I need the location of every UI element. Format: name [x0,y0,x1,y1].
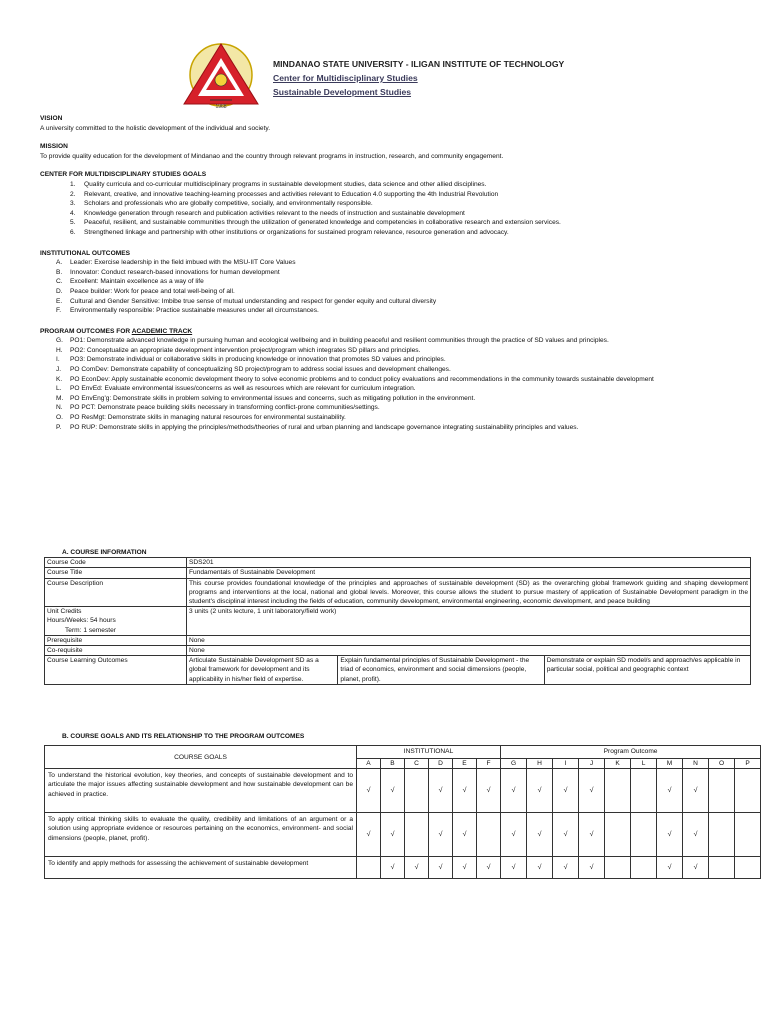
check-mark-icon: √ [667,831,672,839]
table-cell: Course Description [45,578,187,607]
list-item: G. PO1: Demonstrate advanced knowledge in pursuing human and ecological wellbeing and in building peaceful and resilient communities through the practice of SD values and principles. [56,337,609,345]
university-name: MINDANAO STATE UNIVERSITY - ILIGAN INSTITUTE OF TECHNOLOGY [273,59,565,69]
check-cell-p [735,813,761,857]
check-cell-f [477,813,501,857]
list-item: E. Cultural and Gender Sensitive: Imbibe true sense of mutual understanding and respect for gender equity and cultural diversity [56,297,437,305]
check-mark-icon: √ [693,787,698,795]
check-cell-l [631,769,657,813]
course-goal-text: To apply critical thinking skills to evaluate the quality, credibility and limitations of an argument or a solution using appropriate evidence or resources pertaining on the economics, environment- and social dimensions (people, planet, profit). [45,813,357,857]
check-cell-d [429,769,453,813]
center-goals-list [70,180,740,238]
table-row [45,635,751,645]
check-mark-icon: √ [537,864,542,872]
check-cell-o [709,857,735,879]
check-cell-b [381,813,405,857]
check-cell-p [735,857,761,879]
center-name[interactable]: Center for Multidisciplinary Studies [273,73,418,83]
check-mark-icon: √ [667,864,672,872]
list-item: N. PO PCT: Demonstrate peace building skills necessary in transforming conflict-prone communities/settings. [56,404,380,412]
list-item: 6. Strengthened linkage and partnership with other institutions or organizations for sustained program relevance, resource generation and advocacy. [70,228,509,236]
course-learning-outcomes [187,656,750,684]
check-cell-o [709,769,735,813]
table-row [45,857,761,879]
header-text [273,57,564,99]
check-mark-icon: √ [414,864,419,872]
column-letter-g: G [501,758,527,769]
vision-heading: VISION [40,115,63,122]
check-cell-h [527,857,553,879]
course-information-heading: A. COURSE INFORMATION [62,549,147,556]
list-item: O. PO ResMgt: Demonstrate skills in managing natural resources for environmental sustainability. [56,414,346,422]
check-mark-icon: √ [486,864,491,872]
table-cell: Course Learning Outcomes [45,656,187,685]
check-cell-d [429,813,453,857]
course-information-section [44,548,750,685]
column-letter-c: C [405,758,429,769]
list-item: L. PO EnvEd: Evaluate environmental issues/concerns as well as resources which are relevant for curriculum integration. [56,385,416,393]
institutional-outcomes-heading: INSTITUTIONAL OUTCOMES [40,249,130,257]
logo-year: 1968 [215,104,227,110]
check-mark-icon: √ [537,787,542,795]
mission-heading: MISSION [40,143,68,151]
mission-text: To provide quality education for the development of Mindanao and the country through relevant programs in instruction, research, and community engagement. [40,152,504,160]
check-mark-icon: √ [563,787,568,795]
course-goal-text: To understand the historical evolution, key theories, and concepts of sustainable development and to articulate the major issues affecting sustainable development and how sustainable development can be achieved in practice. [45,769,357,813]
check-cell-m [657,857,683,879]
check-cell-i [553,857,579,879]
column-letter-e: E [453,758,477,769]
check-cell-o [709,813,735,857]
table-cell: 3 units (2 units lecture, 1 unit laboratory/field work) [187,607,751,636]
list-item: P. PO RUP: Demonstrate skills in applying the principles/methods/theories of rural and urban planning and landscape governance integrating sustainability principles and values. [56,423,579,431]
course-goal-text: To identify and apply methods for assessing the achievement of sustainable development [45,857,357,879]
course-goals-table [44,745,761,879]
check-cell-n [683,813,709,857]
list-item: 1. Quality curricula and co-curricular multidisciplinary programs in sustainable development studies, data science and other allied disciplines. [70,180,487,188]
check-cell-g [501,769,527,813]
check-cell-j [579,769,605,813]
academic-track-link[interactable]: ACADEMIC TRACK [131,327,193,335]
table-cell: Fundamentals of Sustainable Development [187,568,751,578]
check-cell-l [631,813,657,857]
institutional-outcomes-list [56,258,740,316]
check-cell-d [429,857,453,879]
table-cell: Unit Credits Hours/Weeks: 54 hours Term: 1 semester [45,607,187,636]
center-goals-heading: CENTER FOR MULTIDISCIPLINARY STUDIES GOALS [40,171,207,179]
list-item: 5. Peaceful, resilient, and sustainable communities through the utilization of generated knowledge and competencies in collaborative research and extension services. [70,219,561,227]
clo-item: Articulate Sustainable Development SD as a global framework for development and its applicability in his/her field of expertise. [189,657,319,683]
check-mark-icon: √ [563,831,568,839]
table-cell [187,656,751,685]
check-mark-icon: √ [462,787,467,795]
table-cell: None [187,635,751,645]
column-letter-n: N [683,758,709,769]
check-cell-c [405,857,429,879]
column-letter-a: A [357,758,381,769]
check-cell-e [453,769,477,813]
check-cell-m [657,813,683,857]
check-cell-h [527,813,553,857]
check-mark-icon: √ [589,864,594,872]
check-mark-icon: √ [486,787,491,795]
table-cell: Co-requisite [45,646,187,656]
check-cell-j [579,813,605,857]
check-mark-icon: √ [462,831,467,839]
column-letter-i: I [553,758,579,769]
document-header [180,40,740,110]
list-item: 4. Knowledge generation through research and publication activities relevant to the needs of instruction and sustainable development [70,209,465,217]
check-cell-i [553,769,579,813]
check-mark-icon: √ [667,787,672,795]
check-mark-icon: √ [366,787,371,795]
column-letter-p: P [735,758,761,769]
list-item: D. Peace builder: Work for peace and total well-being of all. [56,287,235,295]
table-row [45,578,751,607]
check-cell-g [501,813,527,857]
check-cell-a [357,813,381,857]
list-item: H. PO2: Conceptualize an appropriate development intervention project/program which integrates SD pillars and principles. [56,346,421,354]
check-cell-f [477,769,501,813]
table-row [45,558,751,568]
column-letter-l: L [631,758,657,769]
list-item: 3. Scholars and professionals who are globally competitive, socially, and environmentally responsible. [70,200,373,208]
list-item: I. PO3: Demonstrate individual or collaborative skills in producing knowledge or innovation that promotes SD values and principles. [56,356,446,364]
check-mark-icon: √ [537,831,542,839]
check-cell-n [683,857,709,879]
check-mark-icon: √ [366,831,371,839]
check-mark-icon: √ [511,831,516,839]
table-row [45,568,751,578]
syllabus-body [40,111,740,432]
vision-text: A university committed to the holistic development of the individual and society. [40,124,271,132]
list-item: B. Innovator: Conduct research-based innovations for human development [56,268,280,276]
check-cell-h [527,769,553,813]
table-row [45,656,751,685]
check-cell-l [631,857,657,879]
clo-item: Demonstrate or explain SD model/s and approach/es applicable in particular social, political and geographic context [544,656,750,684]
msu-iit-seal-icon [180,40,262,110]
column-letter-k: K [605,758,631,769]
check-cell-b [381,857,405,879]
check-mark-icon: √ [693,864,698,872]
check-cell-m [657,769,683,813]
check-cell-n [683,769,709,813]
list-item: K. PO EconDev: Apply sustainable economic development theory to solve economic problems and to conduct policy evaluations and recommendations in the community towards sustainable development [56,375,654,383]
check-mark-icon: √ [462,864,467,872]
table-row [45,813,761,857]
course-goals-column-header: COURSE GOALS [45,746,357,769]
check-mark-icon: √ [438,864,443,872]
check-mark-icon: √ [438,831,443,839]
check-cell-i [553,813,579,857]
list-item: M. PO EnvEng'g: Demonstrate skills in problem solving to environmental issues and concerns, such as mitigating pollution in the environment. [56,394,476,402]
check-mark-icon: √ [390,864,395,872]
column-letter-m: M [657,758,683,769]
column-letter-h: H [527,758,553,769]
check-cell-p [735,769,761,813]
program-outcome-group-header: Program Outcome [501,746,761,758]
check-cell-g [501,857,527,879]
program-name[interactable]: Sustainable Development Studies [273,87,412,97]
column-letter-o: O [709,758,735,769]
table-cell: SDS201 [187,558,751,568]
course-goals-section [44,732,750,879]
list-item: F. Environmentally responsible: Practice sustainable measures under all circumstances. [56,307,319,315]
course-goals-heading: B. COURSE GOALS AND ITS RELATIONSHIP TO THE PROGRAM OUTCOMES [62,733,305,740]
check-mark-icon: √ [589,831,594,839]
list-item: C. Excellent: Maintain excellence as a way of life [56,278,204,286]
check-mark-icon: √ [511,787,516,795]
check-mark-icon: √ [390,787,395,795]
program-outcomes-list [56,336,740,432]
table-cell: None [187,646,751,656]
table-cell: This course provides foundational knowledge of the principles and approaches of sustainable development (SD) as the overarching global framework guiding and shaping development programs and interventions at the local, national and global levels. Moreover, this course allows the student to pursue mastery of application of Sustainable Development paradigm in the student's disciplinal interest including the fields of education, community development, environmental engineering, economic development, and peace building [187,578,751,607]
check-cell-b [381,769,405,813]
table-row [45,646,751,656]
check-cell-f [477,857,501,879]
list-item: 2. Relevant, creative, and innovative teaching-learning processes and activities relevant to Education 4.0 supporting the 4th Industrial Revolution [70,190,499,198]
column-letter-f: F [477,758,501,769]
check-cell-c [405,769,429,813]
check-cell-c [405,813,429,857]
institutional-group-header: INSTITUTIONAL [357,746,501,758]
check-cell-j [579,857,605,879]
check-cell-k [605,769,631,813]
column-letter-j: J [579,758,605,769]
list-item: J. PO ComDev: Demonstrate capability of conceptualizing SD project/program to address social issues and development challenges. [56,366,451,374]
column-letter-b: B [381,758,405,769]
check-mark-icon: √ [693,831,698,839]
table-header-row [45,746,761,758]
table-row [45,607,751,636]
check-cell-a [357,769,381,813]
clo-item: Explain fundamental principles of Sustainable Development - the triad of economics, environment and social dimensions (people, planet, profit). [337,656,543,684]
check-mark-icon: √ [511,864,516,872]
list-item: A. Leader: Exercise leadership in the field imbued with the MSU-IIT Core Values [56,259,296,267]
check-cell-e [453,813,477,857]
check-mark-icon: √ [563,864,568,872]
check-cell-a [357,857,381,879]
table-row [45,769,761,813]
check-cell-k [605,857,631,879]
column-letter-d: D [429,758,453,769]
program-outcomes-heading: PROGRAM OUTCOMES FOR ACADEMIC TRACK [40,327,193,335]
check-mark-icon: √ [438,787,443,795]
check-cell-k [605,813,631,857]
table-cell: Prerequisite [45,635,187,645]
course-information-table [44,557,751,685]
table-cell: Course Title [45,568,187,578]
check-mark-icon: √ [390,831,395,839]
check-mark-icon: √ [589,787,594,795]
table-cell: Course Code [45,558,187,568]
check-cell-e [453,857,477,879]
